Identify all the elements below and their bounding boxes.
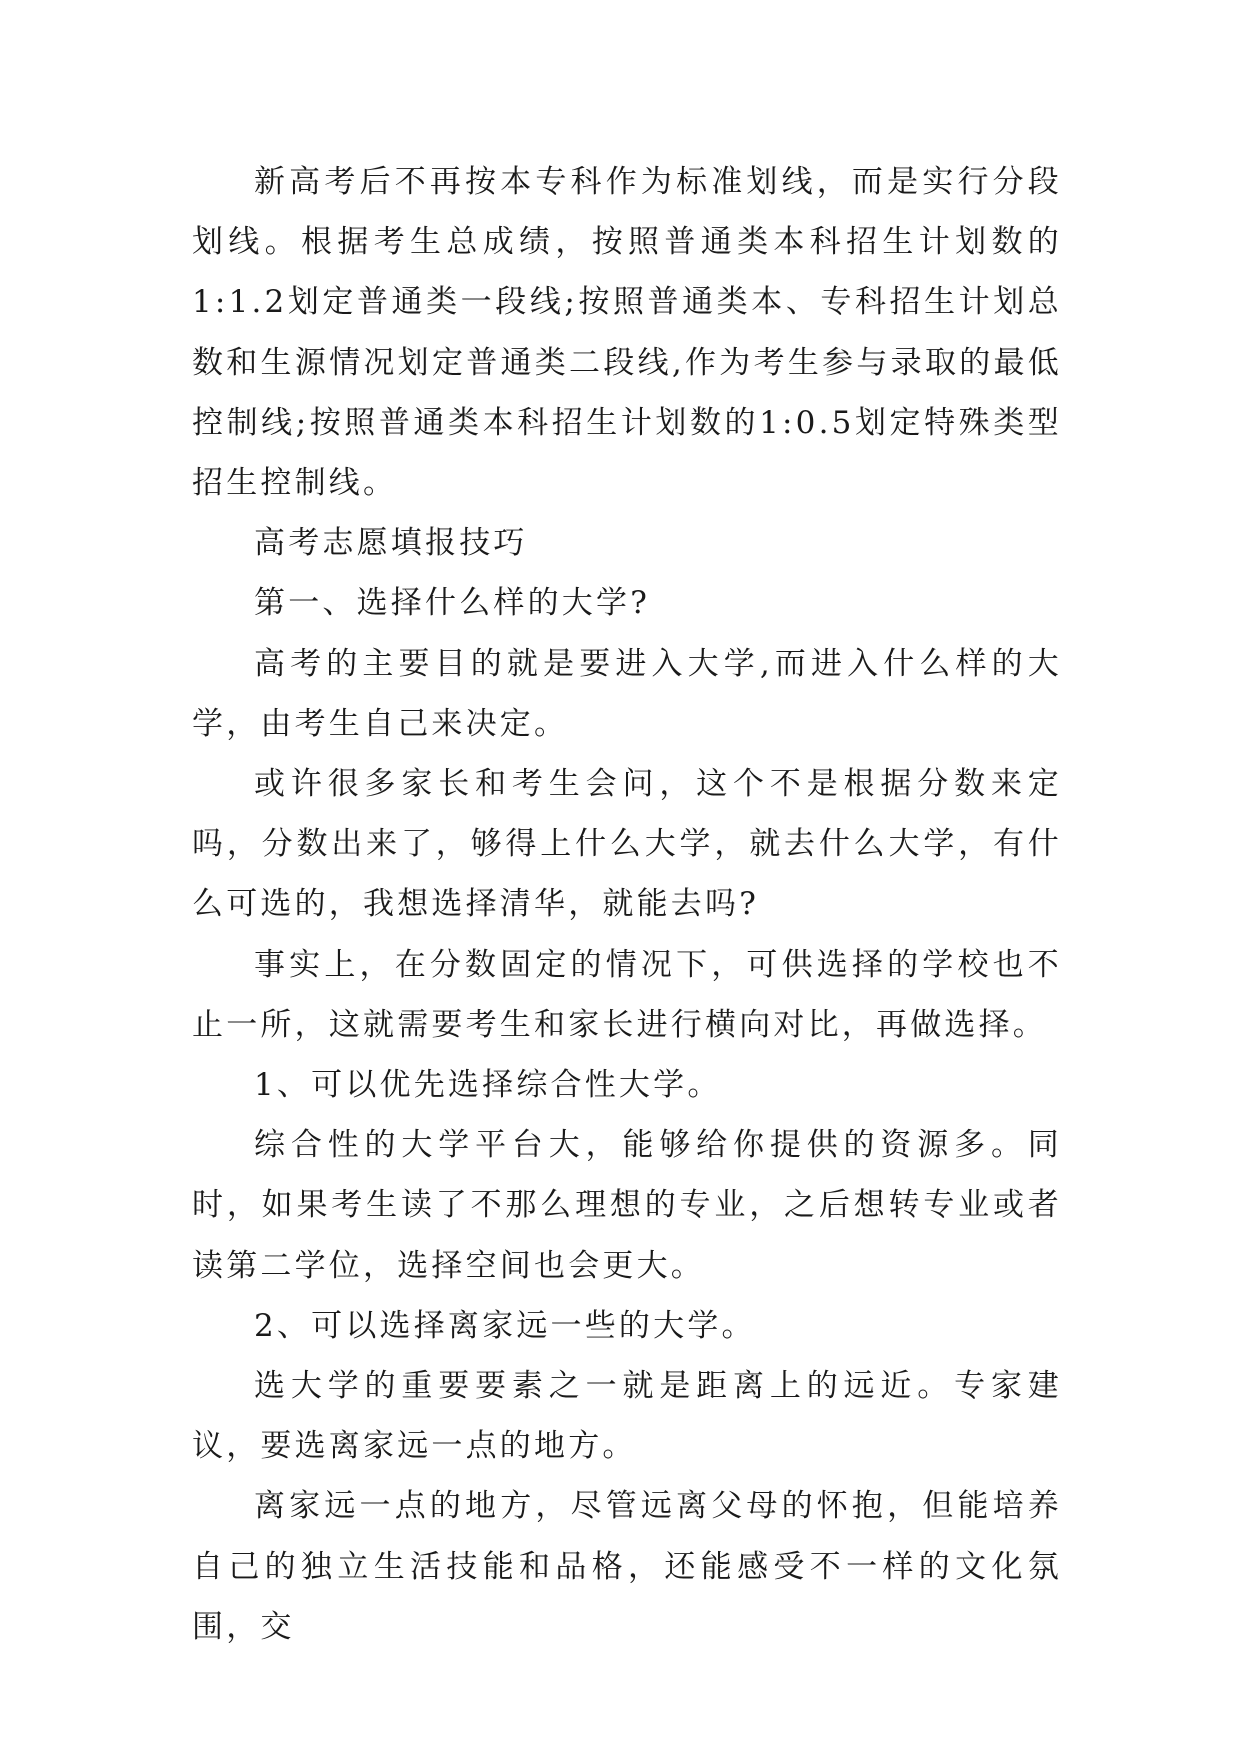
paragraph-independence: 离家远一点的地方，尽管远离父母的怀抱，但能培养自己的独立生活技能和品格，还能感受不一样的文化氛围，交 xyxy=(192,1488,1062,1645)
tip-comprehensive-university: 1、可以优先选择综合性大学。 xyxy=(254,1067,722,1104)
paragraph-parents-question: 或许很多家长和考生会问，这个不是根据分数来定吗，分数出来了，够得上什么大学，就去什么大学，有什么可选的，我想选择清华，就能去吗? xyxy=(192,766,1062,923)
paragraph-compare-options: 事实上，在分数固定的情况下，可供选择的学校也不止一所，这就需要考生和家长进行横向对比，再做选择。 xyxy=(192,946,1062,1043)
section-heading: 高考志愿填报技巧 xyxy=(254,525,528,562)
paragraph-main-goal: 高考的主要目的就是要进入大学,而进入什么样的大学，由考生自己来决定。 xyxy=(192,645,1062,742)
document-body xyxy=(192,152,1062,1657)
subheading-which-university: 第一、选择什么样的大学? xyxy=(254,585,651,622)
paragraph-distance-factor: 选大学的重要要素之一就是距离上的远近。专家建议，要选离家远一点的地方。 xyxy=(192,1368,1062,1465)
tip-far-from-home: 2、可以选择离家远一些的大学。 xyxy=(254,1307,756,1344)
paragraph-scoring-lines: 新高考后不再按本专科作为标准划线，而是实行分段划线。根据考生总成绩，按照普通类本科招生计划数的1:1.2划定普通类一段线;按照普通类本、专科招生计划总数和生源情况划定普通类二段线,作为考生参与录取的最低控制线;按照普通类本科招生计划数的1:0.5划定特殊类型招生控制线。 xyxy=(192,164,1062,502)
paragraph-comprehensive-benefits: 综合性的大学平台大，能够给你提供的资源多。同时，如果考生读了不那么理想的专业，之后想转专业或者读第二学位，选择空间也会更大。 xyxy=(192,1127,1062,1284)
